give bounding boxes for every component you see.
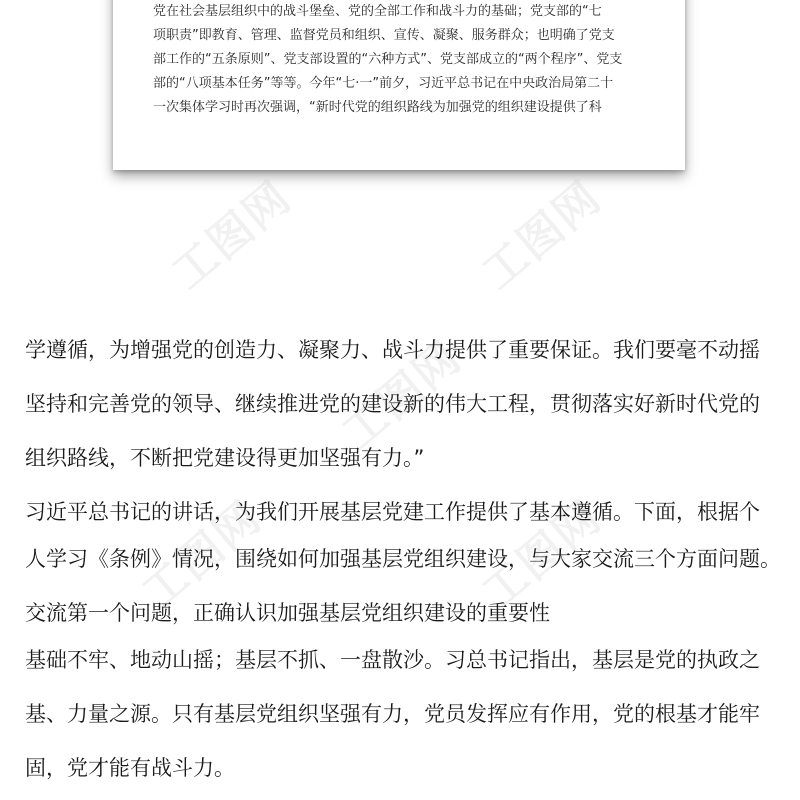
- watermark: 工图网: [472, 491, 612, 620]
- body-line: 基础不牢、地动山摇；基层不抓、一盘散沙。习总书记指出，基层是党的执政之: [25, 648, 760, 672]
- watermark: 工图网: [132, 491, 272, 620]
- body-line: 坚持和完善党的领导、继续推进党的建设新的伟大工程，贯彻落实好新时代党的: [25, 392, 760, 416]
- watermark: 工图网: [472, 171, 612, 300]
- section-heading: 交流第一个问题，正确认识加强基层党组织建设的重要性: [25, 601, 550, 625]
- preview-line: 党在社会基层组织中的战斗堡垒、党的全部工作和战斗力的基础；党支部的“七: [153, 4, 602, 19]
- document-body: [25, 323, 785, 795]
- preview-line: 一次集体学习时再次强调，“新时代党的组织路线为加强党的组织建设提供了科: [153, 100, 602, 115]
- body-line: 习近平总书记的讲话，为我们开展基层党建工作提供了基本遵循。下面，根据个: [25, 500, 760, 524]
- body-line: 人学习《条例》情况，围绕如何加强基层党组织建设，与大家交流三个方面问题。: [25, 547, 781, 571]
- watermark: 工图网: [162, 171, 302, 300]
- preview-line: 项职责”即教育、管理、监督党员和组织、宣传、凝聚、服务群众；也明确了党支: [153, 28, 615, 43]
- preview-line: 部工作的“五条原则”、党支部设置的“六种方式”、党支部成立的“两个程序”、党支: [153, 52, 623, 67]
- body-line: 基、力量之源。只有基层党组织坚强有力，党员发挥应有作用，党的根基才能牢: [25, 702, 760, 726]
- watermark: 工图网: [332, 331, 472, 460]
- body-line: 组织路线，不断把党建设得更加坚强有力。”: [25, 446, 425, 470]
- page-preview-text: [153, 0, 648, 120]
- preview-line: 部的“八项基本任务”等等。今年“七·一”前夕，习近平总书记在中央政治局第二十: [153, 76, 614, 91]
- body-line: 固，党才能有战斗力。: [25, 756, 235, 780]
- body-line: 学遵循，为增强党的创造力、凝聚力、战斗力提供了重要保证。我们要毫不动摇: [25, 338, 760, 362]
